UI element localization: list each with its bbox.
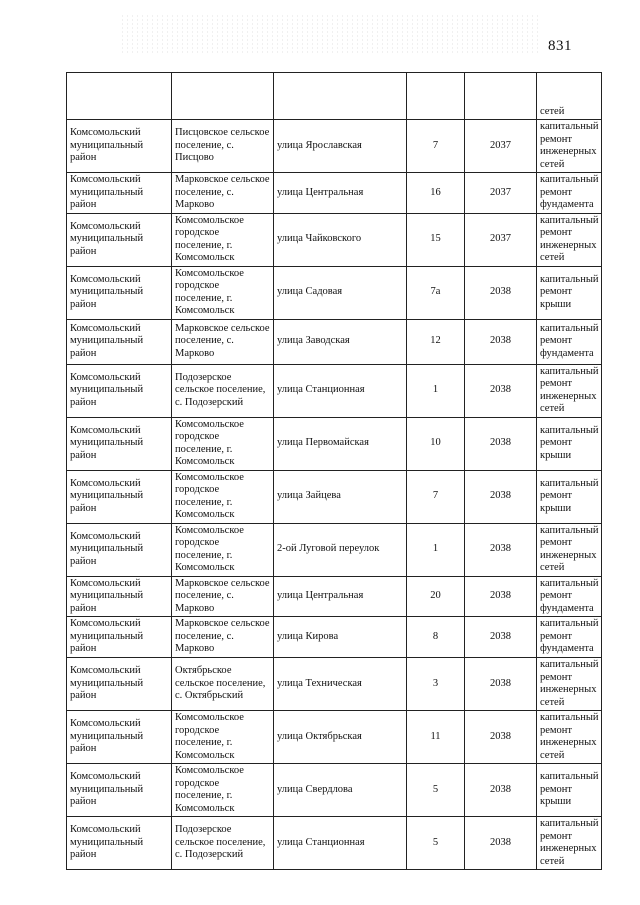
settlement-cell: Писцовское сельское поселение, с. Писцово: [172, 120, 274, 173]
table-row: [67, 213, 602, 266]
district-cell: Комсомольский муниципальный район: [67, 658, 172, 711]
table-row: [67, 266, 602, 319]
work-type-cell: капитальный ремонт инженерных сетей: [537, 711, 602, 764]
work-type-cell: капитальный ремонт фундамента: [537, 173, 602, 214]
settlement-cell: Комсомольское городское поселение, г. Комсомольск: [172, 764, 274, 817]
street-cell: улица Чайковского: [274, 213, 407, 266]
street-cell: 2-ой Луговой переулок: [274, 523, 407, 576]
table-row-continued: [67, 73, 602, 120]
house-number-cell: 7а: [407, 266, 465, 319]
house-number-cell: 8: [407, 617, 465, 658]
house-number-cell: 1: [407, 364, 465, 417]
table-row: [67, 364, 602, 417]
settlement-cell: Марковское сельское поселение, с. Марково: [172, 319, 274, 364]
work-type-cell: капитальный ремонт инженерных сетей: [537, 213, 602, 266]
district-cell: Комсомольский муниципальный район: [67, 523, 172, 576]
district-cell: [67, 73, 172, 120]
year-cell: 2038: [465, 817, 537, 870]
street-cell: улица Кирова: [274, 617, 407, 658]
house-number-cell: 3: [407, 658, 465, 711]
work-type-cell: капитальный ремонт крыши: [537, 417, 602, 470]
settlement-cell: Марковское сельское поселение, с. Марково: [172, 576, 274, 617]
district-cell: Комсомольский муниципальный район: [67, 173, 172, 214]
settlement-cell: Комсомольское городское поселение, г. Комсомольск: [172, 417, 274, 470]
district-cell: Комсомольский муниципальный район: [67, 576, 172, 617]
work-type-cell: капитальный ремонт инженерных сетей: [537, 364, 602, 417]
settlement-cell: Комсомольское городское поселение, г. Комсомольск: [172, 470, 274, 523]
settlement-cell: Комсомольское городское поселение, г. Комсомольск: [172, 213, 274, 266]
street-cell: улица Техническая: [274, 658, 407, 711]
street-cell: улица Первомайская: [274, 417, 407, 470]
table-body: [67, 73, 602, 870]
year-cell: 2038: [465, 523, 537, 576]
street-cell: улица Станционная: [274, 817, 407, 870]
house-number-cell: [407, 73, 465, 120]
year-cell: 2038: [465, 617, 537, 658]
street-cell: улица Заводская: [274, 319, 407, 364]
table-row: [67, 711, 602, 764]
settlement-cell: Подозерское сельское поселение, с. Подозерский: [172, 817, 274, 870]
table-row: [67, 417, 602, 470]
district-cell: Комсомольский муниципальный район: [67, 319, 172, 364]
work-type-cell: капитальный ремонт крыши: [537, 470, 602, 523]
year-cell: 2038: [465, 576, 537, 617]
settlement-cell: Октябрьское сельское поселение, с. Октябрьский: [172, 658, 274, 711]
house-number-cell: 20: [407, 576, 465, 617]
house-number-cell: 15: [407, 213, 465, 266]
house-number-cell: 12: [407, 319, 465, 364]
work-type-cell: капитальный ремонт инженерных сетей: [537, 120, 602, 173]
table-row: [67, 523, 602, 576]
table-row: [67, 764, 602, 817]
street-cell: улица Садовая: [274, 266, 407, 319]
house-number-cell: 5: [407, 764, 465, 817]
table-row: [67, 658, 602, 711]
year-cell: [465, 73, 537, 120]
table-row: [67, 319, 602, 364]
table-row: [67, 173, 602, 214]
house-number-cell: 10: [407, 417, 465, 470]
settlement-cell: Комсомольское городское поселение, г. Комсомольск: [172, 266, 274, 319]
work-type-cell: капитальный ремонт фундамента: [537, 319, 602, 364]
year-cell: 2038: [465, 319, 537, 364]
repair-schedule-table: [66, 72, 602, 870]
district-cell: Комсомольский муниципальный район: [67, 364, 172, 417]
settlement-cell: Подозерское сельское поселение, с. Подозерский: [172, 364, 274, 417]
work-type-cell: сетей: [537, 73, 602, 120]
page-number: 831: [548, 38, 572, 54]
year-cell: 2037: [465, 120, 537, 173]
house-number-cell: 1: [407, 523, 465, 576]
street-cell: улица Октябрьская: [274, 711, 407, 764]
house-number-cell: 7: [407, 470, 465, 523]
table-row: [67, 817, 602, 870]
table-row: [67, 576, 602, 617]
year-cell: 2038: [465, 266, 537, 319]
street-cell: улица Зайцева: [274, 470, 407, 523]
house-number-cell: 16: [407, 173, 465, 214]
district-cell: Комсомольский муниципальный район: [67, 817, 172, 870]
street-cell: улица Свердлова: [274, 764, 407, 817]
street-cell: [274, 73, 407, 120]
district-cell: Комсомольский муниципальный район: [67, 764, 172, 817]
house-number-cell: 11: [407, 711, 465, 764]
table-row: [67, 617, 602, 658]
district-cell: Комсомольский муниципальный район: [67, 120, 172, 173]
settlement-cell: Комсомольское городское поселение, г. Комсомольск: [172, 523, 274, 576]
work-type-cell: капитальный ремонт инженерных сетей: [537, 523, 602, 576]
settlement-cell: [172, 73, 274, 120]
house-number-cell: 7: [407, 120, 465, 173]
year-cell: 2038: [465, 417, 537, 470]
work-type-cell: капитальный ремонт крыши: [537, 764, 602, 817]
table-row: [67, 120, 602, 173]
street-cell: улица Станционная: [274, 364, 407, 417]
work-type-cell: капитальный ремонт крыши: [537, 266, 602, 319]
district-cell: Комсомольский муниципальный район: [67, 266, 172, 319]
settlement-cell: Марковское сельское поселение, с. Марково: [172, 617, 274, 658]
year-cell: 2038: [465, 470, 537, 523]
scan-noise: [120, 14, 540, 54]
settlement-cell: Комсомольское городское поселение, г. Комсомольск: [172, 711, 274, 764]
street-cell: улица Центральная: [274, 576, 407, 617]
district-cell: Комсомольский муниципальный район: [67, 617, 172, 658]
street-cell: улица Центральная: [274, 173, 407, 214]
work-type-cell: капитальный ремонт фундамента: [537, 576, 602, 617]
street-cell: улица Ярославская: [274, 120, 407, 173]
table-row: [67, 470, 602, 523]
district-cell: Комсомольский муниципальный район: [67, 213, 172, 266]
year-cell: 2038: [465, 711, 537, 764]
district-cell: Комсомольский муниципальный район: [67, 711, 172, 764]
settlement-cell: Марковское сельское поселение, с. Марково: [172, 173, 274, 214]
year-cell: 2037: [465, 213, 537, 266]
district-cell: Комсомольский муниципальный район: [67, 470, 172, 523]
work-type-cell: капитальный ремонт инженерных сетей: [537, 658, 602, 711]
work-type-cell: капитальный ремонт фундамента: [537, 617, 602, 658]
house-number-cell: 5: [407, 817, 465, 870]
year-cell: 2037: [465, 173, 537, 214]
year-cell: 2038: [465, 364, 537, 417]
year-cell: 2038: [465, 658, 537, 711]
work-type-cell: капитальный ремонт инженерных сетей: [537, 817, 602, 870]
district-cell: Комсомольский муниципальный район: [67, 417, 172, 470]
year-cell: 2038: [465, 764, 537, 817]
